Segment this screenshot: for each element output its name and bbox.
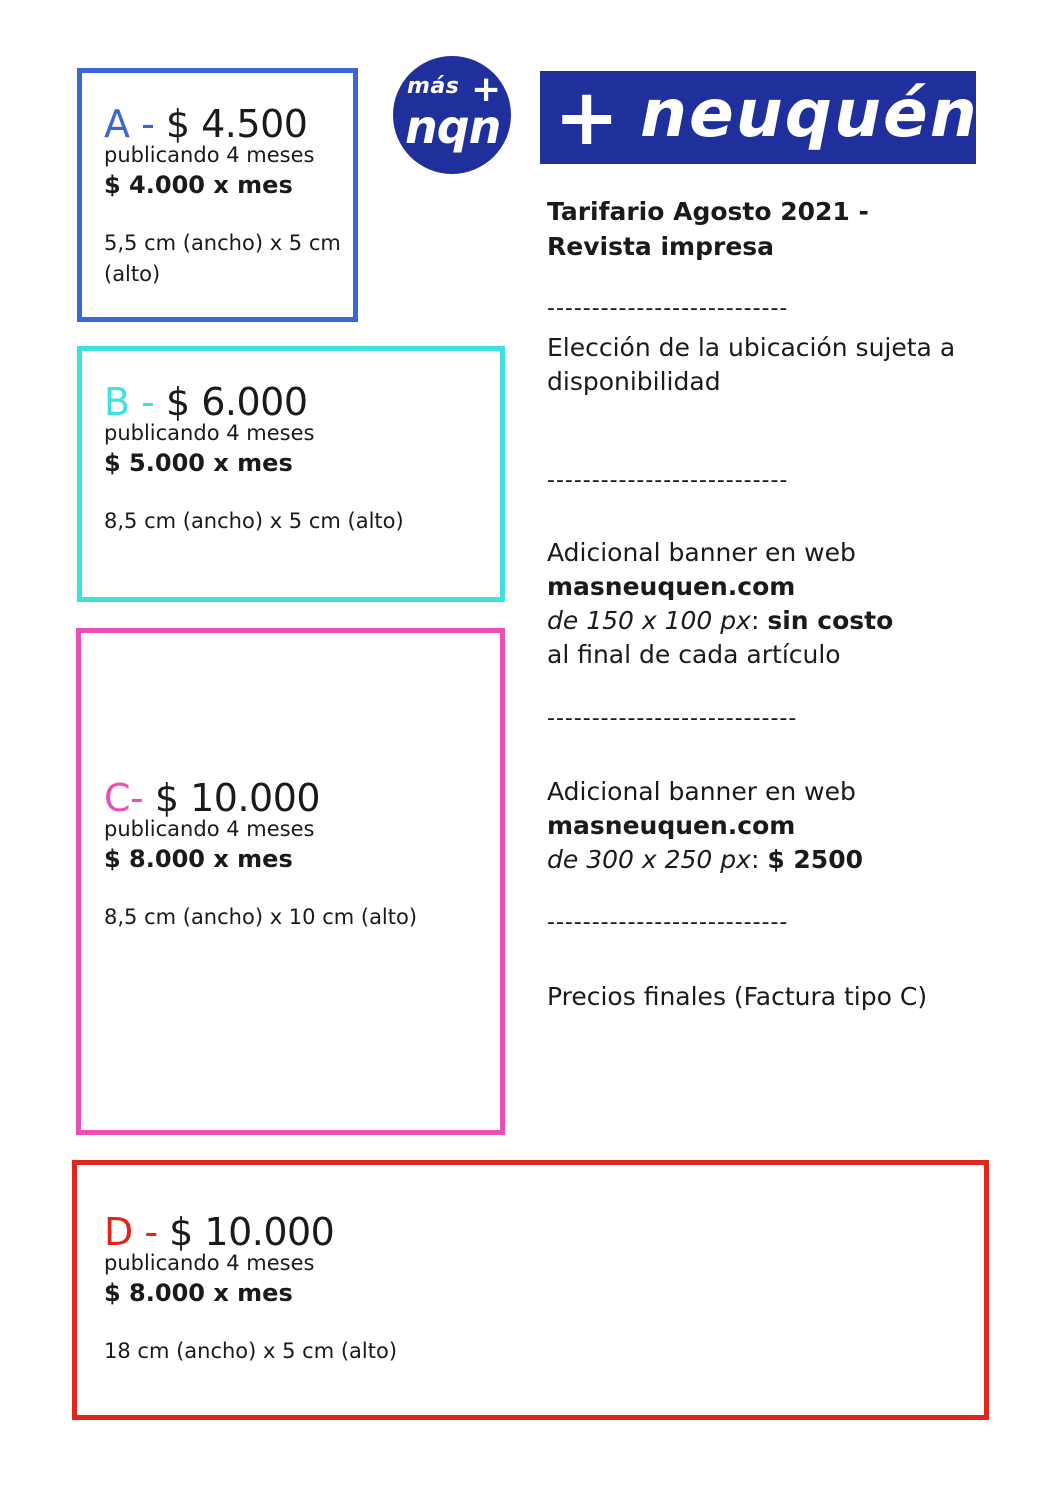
web-banner-large-site: masneuquen.com: [547, 811, 796, 840]
final-prices-note: Precios finales (Factura tipo C): [547, 982, 928, 1011]
web-banner-small-price: sin costo: [767, 606, 894, 635]
banner-plus-icon: +: [554, 73, 620, 163]
package-a-monthly: $ 4.000 x mes: [104, 171, 293, 199]
divider: ----------------------------: [547, 706, 798, 731]
web-banner-small-spec: de 150 x 100 px: [547, 606, 751, 635]
package-a-letter: A -: [104, 102, 166, 146]
package-d-price-line: [104, 1210, 704, 1254]
logo-mas-text: más: [407, 74, 460, 99]
package-b-monthly: $ 5.000 x mes: [104, 449, 293, 477]
divider: ---------------------------: [547, 296, 789, 321]
mas-nqn-logo: [393, 56, 511, 174]
web-banner-large: [547, 775, 967, 877]
package-d-price: $ 10.000: [169, 1210, 335, 1254]
package-c-monthly: $ 8.000 x mes: [104, 845, 293, 873]
web-banner-large-spec: de 300 x 250 px: [547, 845, 751, 874]
package-d-months: publicando 4 meses: [104, 1251, 315, 1275]
package-c-months: publicando 4 meses: [104, 817, 315, 841]
package-c-size: 8,5 cm (ancho) x 10 cm (alto): [104, 905, 418, 929]
package-b-months: publicando 4 meses: [104, 421, 315, 445]
web-banner-large-colon: :: [750, 845, 768, 874]
rate-card-title: Tarifario Agosto 2021 - Revista impresa: [547, 197, 869, 261]
package-c-price: $ 10.000: [154, 776, 321, 820]
package-a-price-line: [104, 102, 354, 146]
web-banner-small-note: al final de cada artículo: [547, 640, 841, 669]
package-b-price-line: [104, 380, 494, 424]
package-b-price: $ 6.000: [165, 380, 308, 424]
neuquen-banner-logo: [540, 71, 979, 164]
banner-word: neuquén: [640, 75, 979, 152]
package-c-letter: C-: [104, 776, 155, 820]
web-banner-small-spec-line: [547, 604, 967, 638]
package-a: [104, 102, 354, 290]
web-banner-small: [547, 536, 967, 672]
package-d-letter: D -: [104, 1210, 170, 1254]
package-d-size: 18 cm (ancho) x 5 cm (alto): [104, 1339, 398, 1363]
divider: ---------------------------: [547, 910, 789, 935]
package-a-months: publicando 4 meses: [104, 143, 315, 167]
package-c: [104, 776, 494, 933]
web-banner-large-price: $ 2500: [767, 845, 863, 874]
availability-note: Elección de la ubicación sujeta a disponibilidad: [547, 333, 956, 396]
package-b-size: 8,5 cm (ancho) x 5 cm (alto): [104, 509, 404, 533]
package-a-size: 5,5 cm (ancho) x 5 cm (alto): [104, 231, 341, 286]
web-banner-small-colon: :: [750, 606, 768, 635]
divider: ---------------------------: [547, 468, 789, 493]
package-b: [104, 380, 494, 537]
package-d-monthly: $ 8.000 x mes: [104, 1279, 293, 1307]
web-banner-small-intro: Adicional banner en web: [547, 538, 856, 567]
logo-plus-icon: +: [471, 69, 502, 110]
package-a-price: $ 4.500: [165, 102, 308, 146]
package-c-price-line: [104, 776, 494, 820]
web-banner-large-intro: Adicional banner en web: [547, 777, 856, 806]
package-d: [104, 1210, 704, 1367]
logo-nqn-text: nqn: [405, 100, 501, 154]
web-banner-large-spec-line: [547, 843, 967, 877]
package-b-letter: B -: [104, 380, 166, 424]
web-banner-small-site: masneuquen.com: [547, 572, 796, 601]
